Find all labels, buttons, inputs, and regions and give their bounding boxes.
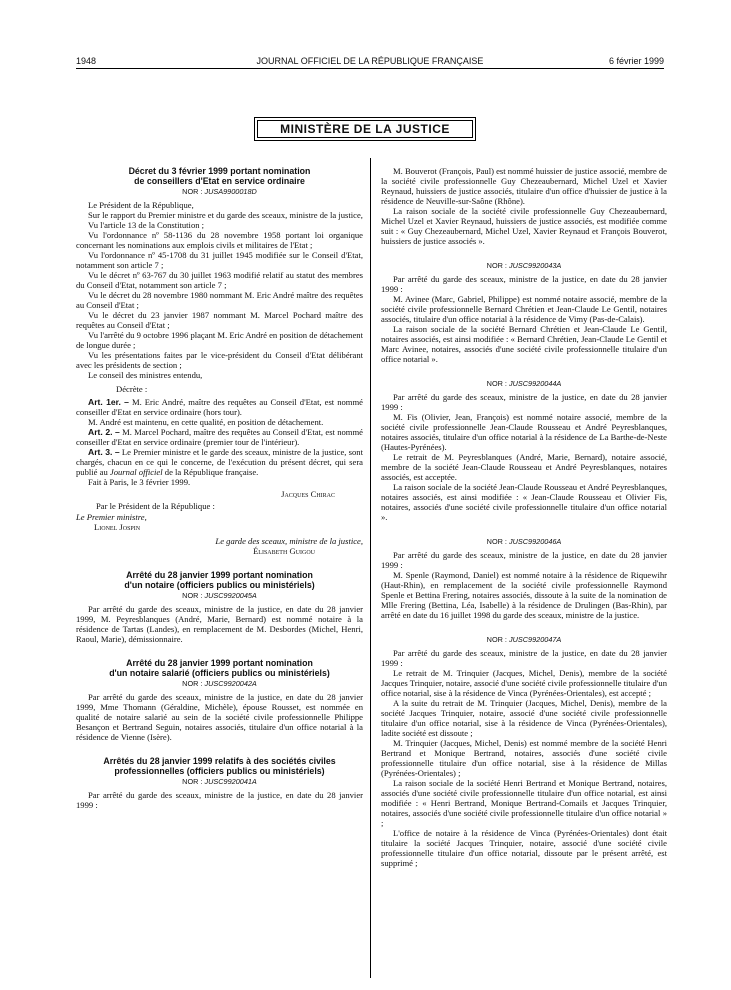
column-divider [370,158,371,978]
para: Par arrêté du garde des sceaux, ministre de la justice, en date du 28 janvier 1999, M. Peyresblanques (André, Marie, Bernard) est nommé notaire à la résidence de Tartas (Landes), en remplacement de M. Desbordes (Michel, Henri, Raoul, Marie), démissionnaire. [76,604,363,644]
para: La raison sociale de la société Henri Bertrand et Monique Bertrand, notaires, associés d'une société civile professionnelle titulaire d'un office notarial, est ainsi modifiée : « Henri Bertrand, Monique Bertrand-Comails et Jacques Trinquier, notaires, associés d'une société civile professionnelle titulaire d'un office notarial » ; [381,778,667,828]
right-column [381,166,667,868]
nor-code: JUSC9920045A [204,591,257,600]
premier-ministre: Le Premier ministre, [76,512,147,522]
para: Vu l'arrêté du 9 octobre 1996 plaçant M. Eric André en position de détachement de longue durée ; [76,330,363,350]
arrete-3-nor [76,777,363,787]
nor-code: JUSC9920042A [204,679,257,688]
para: M. Bouverot (François, Paul) est nommé huissier de justice associé, membre de la société civile professionnelle Guy Chezeaubernard, Michel Uzel et Xavier Reynaud, huissiers de justice associés, titulaire d'un office d'huissier de justice à la résidence de Neuville-sur-Saône (Rhône). [381,166,667,206]
para: Par arrêté du garde des sceaux, ministre de la justice, en date du 28 janvier 1999 : [381,274,667,294]
left-column [76,166,363,810]
para: Vu l'ordonnance nº 58-1136 du 28 novembre 1958 portant loi organique concernant les nominations aux emplois civils et militaires de l'Etat ; [76,230,363,250]
article-label: Art. 1er. – [88,397,129,407]
nor-label: NOR : [486,635,509,644]
decree-title-line1: Décret du 3 février 1999 portant nomination [128,166,311,176]
ministry-box [254,117,476,141]
article-2 [76,427,363,447]
para: Vu l'ordonnance nº 45-1708 du 31 juillet 1945 modifiée sur le Conseil d'Etat, notamment son article 7 ; [76,250,363,270]
para: Le Président de la République, [88,200,194,210]
para: M. Spenle (Raymond, Daniel) est nommé notaire à la résidence de Riquewihr (Haut-Rhin), en remplacement de la société civile professionnelle Raymond Spenle et Bettina Frering, notaires associés, dissoute à la suite de la nomination de Mlle Frering (Bettina, Léa, Isabelle) à la résidence de Drulingen (Bas-Rhin), par arrêté en date du 16 juillet 1998 du garde des sceaux, ministre de la justice. [381,570,667,620]
nor-code: JUSC9920044A [508,379,562,388]
par-le-president: Par le Président de la République : [96,501,215,511]
nor-label: NOR : [486,537,509,546]
article-text: Le Premier ministre et le garde des sceaux, ministre de la justice, sont chargés, chacun en ce qui le concerne, de l'exécution du présent décret, qui sera publié au [76,447,363,477]
nor-code: JUSA9900018D [204,187,257,196]
para: Vu le décret du 28 novembre 1980 nommant M. Eric André maître des requêtes au Conseil d'Etat ; [76,290,363,310]
arrete-1-title [76,570,363,590]
nor-code: JUSC9920047A [508,635,562,644]
nor-label: NOR : [486,379,509,388]
decree-title [76,166,363,186]
signature-jospin: Lionel Jospin [94,522,141,532]
para: M. Avinee (Marc, Gabriel, Philippe) est nommé notaire associé, membre de la société civile professionnelle Bernard Chrétien et Jean-Claude Le Gentil, notaires associés, titulaire d'un office notarial à la résidence de Vimy (Pas-de-Calais). [381,294,667,324]
nor-2 [381,379,667,389]
para: Sur le rapport du Premier ministre et du garde des sceaux, ministre de la justice, [88,210,363,220]
nor-label: NOR : [182,679,205,688]
para: La raison sociale de la société civile professionnelle Guy Chezeaubernard, Michel Uzel et Xavier Reynaud, huissiers de justice associés, est modifiée comme suit : « Guy Chezeaubernard, Michel Uzel, Xavier Reynaud et François Bouverot, huissiers de justice associés ». [381,206,667,246]
para: M. Fis (Olivier, Jean, François) est nommé notaire associé, membre de la société civile professionnelle Jean-Claude Rousseau et André Peyresblanques, notaires associés, titulaire d'un office notarial à la résidence de La Barthe-de-Neste (Hautes-Pyrénées). [381,412,667,452]
nor-code: JUSC9920046A [508,537,562,546]
nor-label: NOR : [486,261,509,270]
article-label: Art. 2. – [88,427,120,437]
nor-3 [381,537,667,547]
fait-a-paris: Fait à Paris, le 3 février 1999. [88,477,191,487]
signature-guigou: Élisabeth Guigou [253,546,315,556]
para: Par arrêté du garde des sceaux, ministre de la justice, en date du 28 janvier 1999 : [76,790,363,810]
para: A la suite du retrait de M. Trinquier (Jacques, Michel, Denis), membre de la société Jacques Trinquier, notaire, associé d'une société civile professionnelle titulaire d'un office notarial, sise à la résidence de Vinca (Pyrénées-Orientales), ladite société est dissoute ; [381,698,667,738]
page-number: 1948 [76,56,97,66]
para: La raison sociale de la société Bernard Chrétien et Jean-Claude Le Gentil, notaires associés, est ainsi modifiée : « Bernard Chrétien, Jean-Claude Le Gentil et Marc Avinee, notaires, associés d'une société civile professionnelle titulaire d'un office notarial ». [381,324,667,364]
para: Vu les présentations faites par le vice-président du Conseil d'Etat délibérant avec les présidents de section ; [76,350,363,370]
arrete-2-title-line1: Arrêté du 28 janvier 1999 portant nomination [126,658,313,668]
journal-officiel: Journal officiel [109,467,163,477]
article-1 [76,397,363,417]
para: Le conseil des ministres entendu, [88,370,203,380]
article-3 [76,447,363,477]
nor-1 [381,261,667,271]
running-header [76,54,664,68]
nor-code: JUSC9920043A [508,261,562,270]
article-text: de la République française. [162,467,259,477]
para: Vu le décret du 23 janvier 1987 nommant M. Marcel Pochard maître des requêtes au Conseil d'Etat ; [76,310,363,330]
article-text: M. Eric André, maître des requêtes au Conseil d'Etat, est nommé conseiller d'Etat en service ordinaire (hors tour). [76,397,363,417]
journal-title: JOURNAL OFFICIEL DE LA RÉPUBLIQUE FRANÇAISE [256,56,484,66]
arrete-2-title-line2: d'un notaire salarié (officiers publics ou ministériels) [109,668,330,678]
nor-code: JUSC9920041A [204,777,257,786]
arrete-3-title-line1: Arrêtés du 28 janvier 1999 relatifs à des sociétés civiles [103,756,336,766]
para: Par arrêté du garde des sceaux, ministre de la justice, en date du 28 janvier 1999 : [381,550,667,570]
para: M. André est maintenu, en cette qualité, en position de détachement. [88,417,324,427]
arrete-3-title [76,756,363,776]
nor-label: NOR : [182,777,205,786]
arrete-2-nor [76,679,363,689]
issue-date: 6 février 1999 [608,56,664,66]
arrete-1-nor [76,591,363,601]
nor-label: NOR : [182,187,205,196]
decree-nor [76,187,363,197]
nor-4 [381,635,667,645]
para: Le retrait de M. Peyresblanques (André, Marie, Bernard), notaire associé, membre de la société Jean-Claude Rousseau et André Peyresblanques, notaires associés, est acceptée. [381,452,667,482]
para: Le retrait de M. Trinquier (Jacques, Michel, Denis), membre de la société Jacques Trinquier, notaire, associé d'une société civile professionnelle titulaire d'un office notarial, sise à la résidence de Vinca (Pyrénées-Orientales), est accepté ; [381,668,667,698]
para: Par arrêté du garde des sceaux, ministre de la justice, en date du 28 janvier 1999 : [381,648,667,668]
para: La raison sociale de la société Jean-Claude Rousseau et André Peyresblanques, notaires associés, est ainsi modifiée : « Jean-Claude Rousseau et Olivier Fis, notaires, associés d'une société civile professionnelle titulaire d'un office notarial ». [381,482,667,522]
decree-title-line2: de conseillers d'Etat en service ordinaire [134,176,305,186]
article-label: Art. 3. – [88,447,120,457]
signature-chirac: Jacques Chirac [281,489,335,499]
para: Vu le décret nº 63-767 du 30 juillet 1963 modifié relatif au statut des membres du Conseil d'Etat, notamment son article 7 ; [76,270,363,290]
para: Vu l'article 13 de la Constitution ; [88,220,205,230]
article-text: M. Marcel Pochard, maître des requêtes au Conseil d'Etat, est nommé conseiller d'Etat en service ordinaire (premier tour de l'intérieur). [76,427,363,447]
arrete-2-title [76,658,363,678]
decrete: Décrète : [116,384,148,394]
ministry-title: MINISTÈRE DE LA JUSTICE [257,120,473,138]
para: Par arrêté du garde des sceaux, ministre de la justice, en date du 28 janvier 1999, Mme Thomann (Géraldine, Michèle), épouse Rousset, est nommée en qualité de notaire salarié au sein de la société civile professionnelle Philippe Besançon et Bertrand Seguin, notaires associés, titulaire d'un office notarial à la résidence de Vienne (Isère). [76,692,363,742]
arrete-1-title-line1: Arrêté du 28 janvier 1999 portant nomination [126,570,313,580]
garde-des-sceaux: Le garde des sceaux, ministre de la justice, [215,536,363,546]
para: M. Trinquier (Jacques, Michel, Denis) est nommé membre de la société Henri Bertrand et Monique Bertrand, notaires, associés d'une société civile professionnelle titulaire d'un office notarial, sise à la résidence de Millas (Pyrénées-Orientales) ; [381,738,667,778]
arrete-1-title-line2: d'un notaire (officiers publics ou ministériels) [124,580,315,590]
para: L'office de notaire à la résidence de Vinca (Pyrénées-Orientales) dont était titulaire la société Jacques Trinquier, notaire, associé d'une société civile professionnelle titulaire d'un office notarial, dissoute par le présent arrêté, est supprimé ; [381,828,667,868]
para: Par arrêté du garde des sceaux, ministre de la justice, en date du 28 janvier 1999 : [381,392,667,412]
header-rule [76,68,664,69]
arrete-3-title-line2: professionnelles (officiers publics ou ministériels) [114,766,325,776]
nor-label: NOR : [182,591,205,600]
